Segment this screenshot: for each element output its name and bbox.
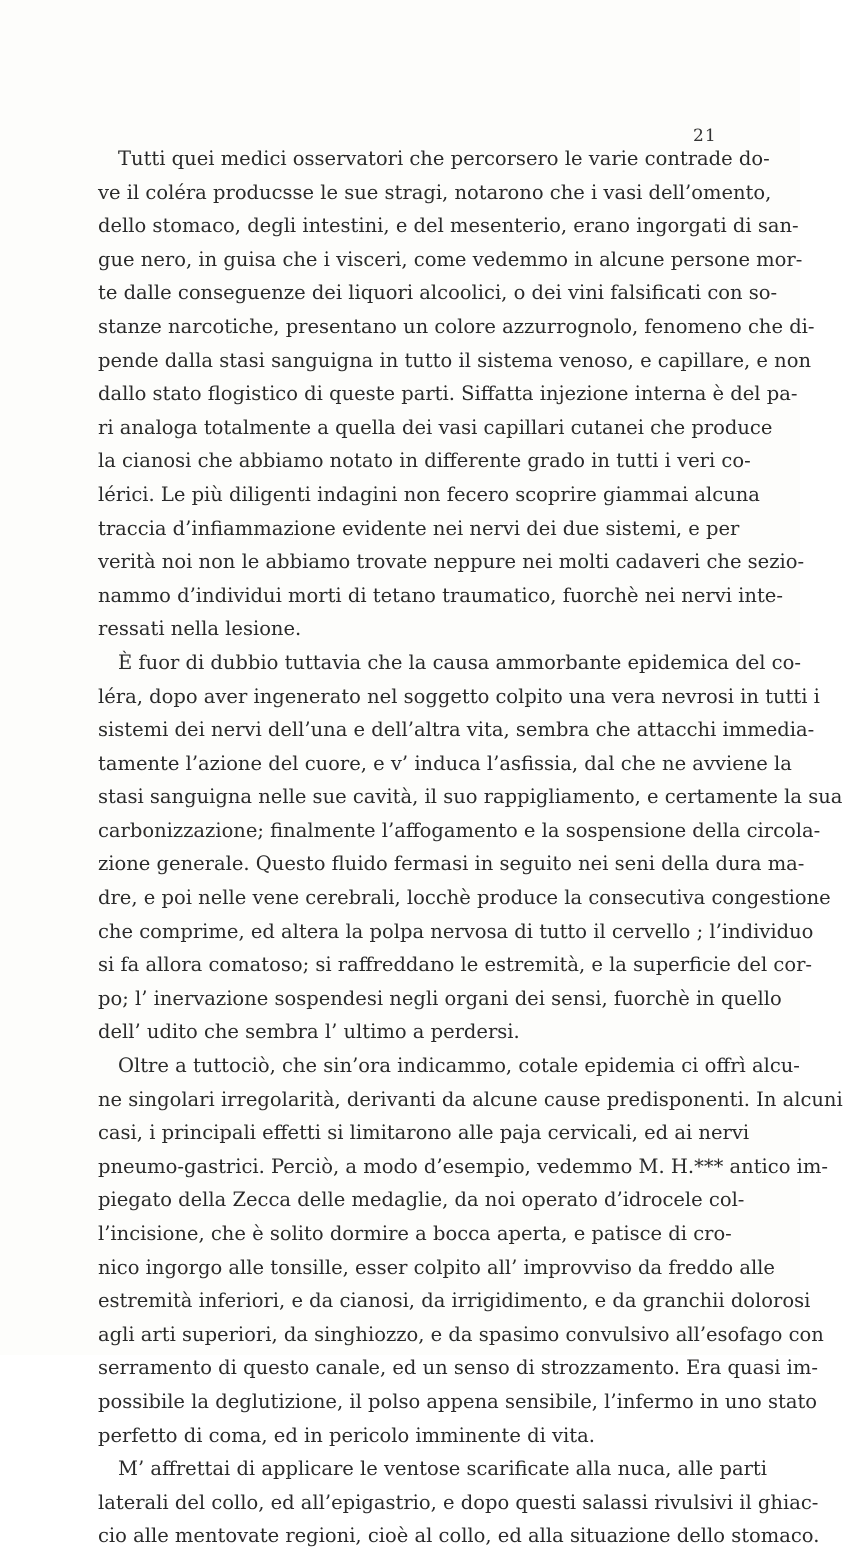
text-line: nico ingorgo alle tonsille, esser colpito all’ improvviso da freddo alle: [98, 1255, 775, 1279]
text-line: sistemi dei nervi dell’una e dell’altra vita, sembra che attacchi immedia-: [98, 718, 815, 742]
text-line: È fuor di dubbio tuttavia che la causa ammorbante epidemica del co-: [118, 650, 801, 674]
text-line: laterali del collo, ed all’epigastrio, e dopo questi salassi rivulsivi il ghiac-: [98, 1490, 819, 1514]
text-line: verità noi non le abbiamo trovate neppure nei molti cadaveri che sezio-: [98, 550, 805, 574]
text-line: Tutti quei medici osservatori che percorsero le varie contrade do-: [118, 147, 770, 170]
text-line: dre, e poi nelle vene cerebrali, locchè produce la consecutiva congestione: [98, 886, 831, 910]
text-line: pneumo-gastrici. Perciò, a modo d’esempio, vedemmo M. H.*** antico im-: [98, 1154, 828, 1178]
text-line: pende dalla stasi sanguigna in tutto il sistema venoso, e capillare, e non: [98, 348, 812, 372]
text-line: dello stomaco, degli intestini, e del mesenterio, erano ingorgati di san-: [98, 214, 799, 238]
text-line: estremità inferiori, e da cianosi, da irrigidimento, e da granchii dolorosi: [98, 1289, 811, 1313]
text-line: che comprime, ed altera la polpa nervosa di tutto il cervello ; l’individuo: [98, 919, 814, 943]
body-text: [98, 142, 843, 1553]
text-line: te dalle conseguenze dei liquori alcoolici, o dei vini falsificati con so-: [98, 281, 778, 305]
text-line: stasi sanguigna nelle sue cavità, il suo rappigliamento, e certamente la sua: [98, 785, 843, 809]
text-line: lérici. Le più diligenti indagini non fecero scoprire giammai alcuna: [98, 482, 760, 506]
text-line: casi, i principali effetti si limitarono alle paja cervicali, ed ai nervi: [98, 1121, 750, 1145]
text-line: stanze narcotiche, presentano un colore azzurrognolo, fenomeno che di-: [98, 314, 815, 338]
text-line: possibile la deglutizione, il polso appena sensibile, l’infermo in uno stato: [98, 1389, 818, 1413]
text-line: carbonizzazione; finalmente l’affogamento e la sospensione della circola-: [98, 818, 821, 842]
text-line: M’ affrettai di applicare le ventose scarificate alla nuca, alle parti: [118, 1457, 768, 1481]
text-line: traccia d’infiammazione evidente nei nervi dei due sistemi, e per: [98, 516, 740, 540]
text-line: ressati nella lesione.: [98, 617, 302, 641]
text-line: gue nero, in guisa che i visceri, come vedemmo in alcune persone mor-: [98, 247, 803, 271]
text-line: cio alle mentovate regioni, cioè al collo, ed alla situazione dello stomaco.: [98, 1524, 820, 1548]
text-line: agli arti superiori, da singhiozzo, e da spasimo convulsivo all’esofago con: [98, 1322, 824, 1346]
text-line: serramento di questo canale, ed un senso di strozzamento. Era quasi im-: [98, 1356, 818, 1380]
text-line: Oltre a tuttociò, che sin’ora indicammo, cotale epidemia ci offrì alcu-: [118, 1054, 800, 1078]
text-line: tamente l’azione del cuore, e v’ induca l’asfissia, dal che ne avviene la: [98, 751, 792, 775]
text-line: dell’ udito che sembra l’ ultimo a perdersi.: [98, 1020, 520, 1044]
text-line: la cianosi che abbiamo notato in differente grado in tutti i veri co-: [98, 449, 751, 473]
text-line: si fa allora comatoso; si raffreddano le estremità, e la superficie del cor-: [98, 953, 812, 977]
text-line: léra, dopo aver ingenerato nel soggetto colpito una vera nevrosi in tutti i: [98, 684, 820, 708]
text-line: nammo d’individui morti di tetano traumatico, fuorchè nei nervi inte-: [98, 583, 783, 607]
text-line: piegato della Zecca delle medaglie, da noi operato d’idrocele col-: [98, 1188, 745, 1212]
text-line: perfetto di coma, ed in pericolo imminente di vita.: [98, 1423, 595, 1447]
text-line: ri analoga totalmente a quella dei vasi capillari cutanei che produce: [98, 415, 773, 439]
text-line: ve il coléra producsse le sue stragi, notarono che i vasi dell’omento,: [98, 180, 772, 204]
text-line: l’incisione, che è solito dormire a bocca aperta, e patisce di cro-: [98, 1222, 732, 1245]
text-line: zione generale. Questo fluido fermasi in seguito nei seni della dura ma-: [98, 852, 805, 876]
text-line: po; l’ inervazione sospendesi negli organi dei sensi, fuorchè in quello: [98, 986, 782, 1010]
text-line: ne singolari irregolarità, derivanti da alcune cause predisponenti. In alcuni: [98, 1087, 843, 1111]
page-number: 21: [693, 126, 717, 146]
text-line: dallo stato flogistico di queste parti. Siffatta injezione interna è del pa-: [98, 382, 798, 406]
